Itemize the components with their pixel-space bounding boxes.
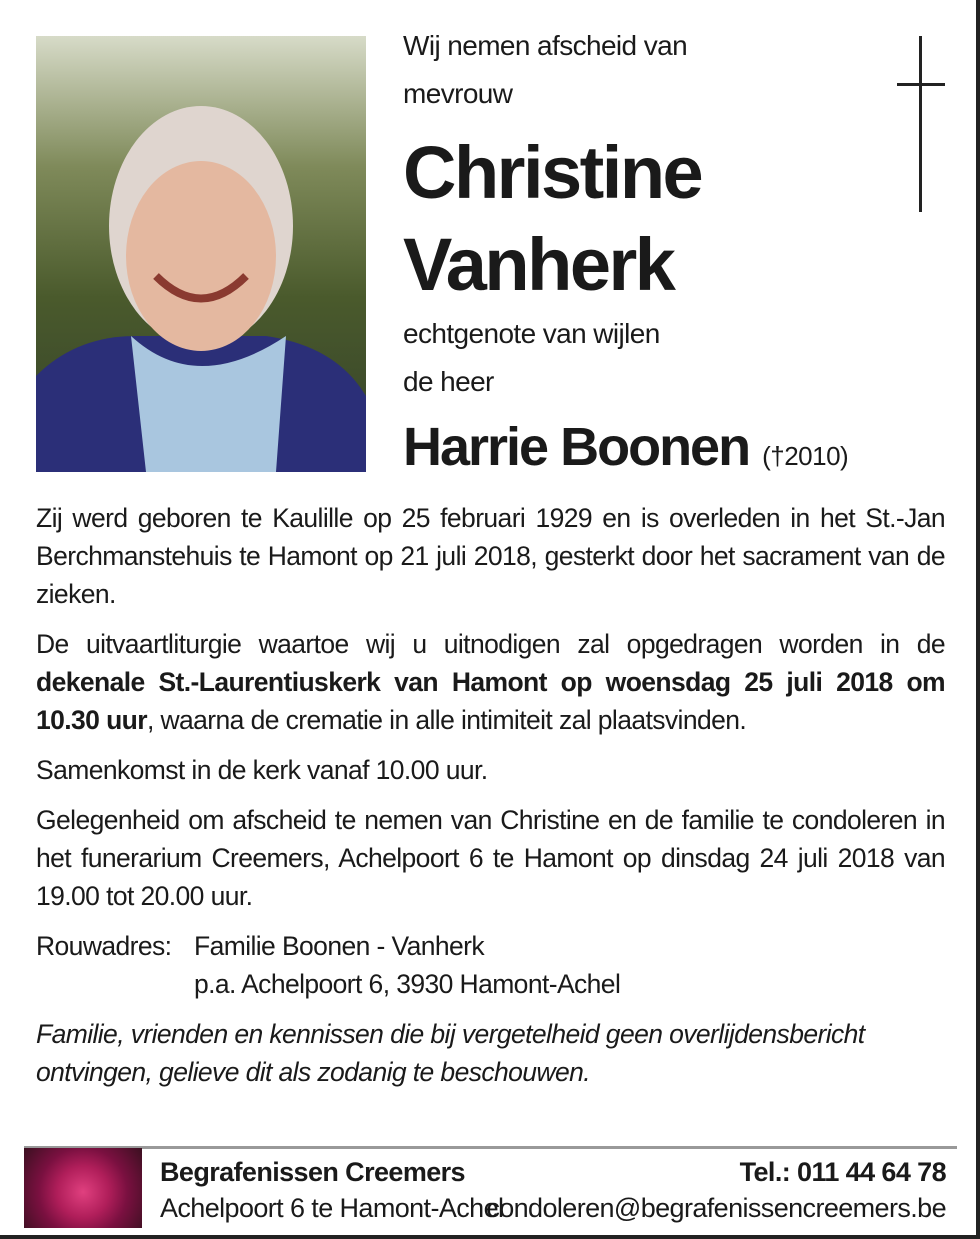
- funeral-text-end: , waarna de crematie in alle intimiteit zal plaatsvinden.: [146, 705, 747, 735]
- funeral-details: dekenale St.-Laurentiuskerk van Hamont op woensdag 25 juli 2018 om 10.30 uur: [36, 667, 945, 735]
- company-name: Begrafenissen Creemers: [160, 1157, 465, 1187]
- mourning-address: [36, 927, 945, 1003]
- cross-icon: [919, 36, 922, 212]
- obituary-body: [36, 499, 945, 1103]
- address-line-1: Familie Boonen - Vanherk: [194, 931, 485, 961]
- closing-note: Familie, vrienden en kennissen die bij vergetelheid geen overlijdensbericht ontvingen, gelieve dit als zodanig te beschouwen.: [36, 1019, 865, 1087]
- address-line-2: p.a. Achelpoort 6, 3930 Hamont-Achel: [194, 969, 621, 999]
- husband-death-year: (†2010): [762, 441, 849, 471]
- rose-logo: [24, 1148, 142, 1228]
- company-phone[interactable]: Tel.: 011 44 64 78: [739, 1157, 946, 1187]
- first-name: Christine: [403, 131, 702, 214]
- funeral-text: De uitvaartliturgie waartoe wij u uitnodigen zal opgedragen worden in de: [36, 629, 945, 659]
- address-label: Rouwadres:: [36, 931, 172, 961]
- relation-line: echtgenote van wijlen: [403, 318, 660, 349]
- cross-icon-bar: [897, 83, 945, 86]
- husband-name: Harrie Boonen: [403, 417, 750, 477]
- relation-line-2: de heer: [403, 366, 494, 397]
- company-address: Achelpoort 6 te Hamont-Achel: [160, 1193, 504, 1223]
- gathering-paragraph: Samenkomst in de kerk vanaf 10.00 uur.: [36, 755, 488, 785]
- husband-name-line: [403, 417, 849, 477]
- footer-divider: [24, 1146, 957, 1149]
- title-line: mevrouw: [403, 78, 513, 109]
- funeral-paragraph: [36, 625, 945, 739]
- portrait-photo: [36, 36, 366, 472]
- company-email[interactable]: condoleren@begrafenissencreemers.be: [486, 1193, 946, 1223]
- last-name: Vanherk: [403, 223, 674, 306]
- visitation-paragraph: Gelegenheid om afscheid te nemen van Christine en de familie te condoleren in het funerarium Creemers, Achelpoort 6 te Hamont op dinsdag 24 juli 2018 van 19.00 tot 20.00 uur.: [36, 805, 945, 911]
- intro-line: Wij nemen afscheid van: [403, 30, 688, 61]
- birth-death-paragraph: Zij werd geboren te Kaulille op 25 februari 1929 en is overleden in het St.-Jan Berchmanstehuis te Hamont op 21 juli 2018, gesterkt door het sacrament van de zieken.: [36, 503, 945, 609]
